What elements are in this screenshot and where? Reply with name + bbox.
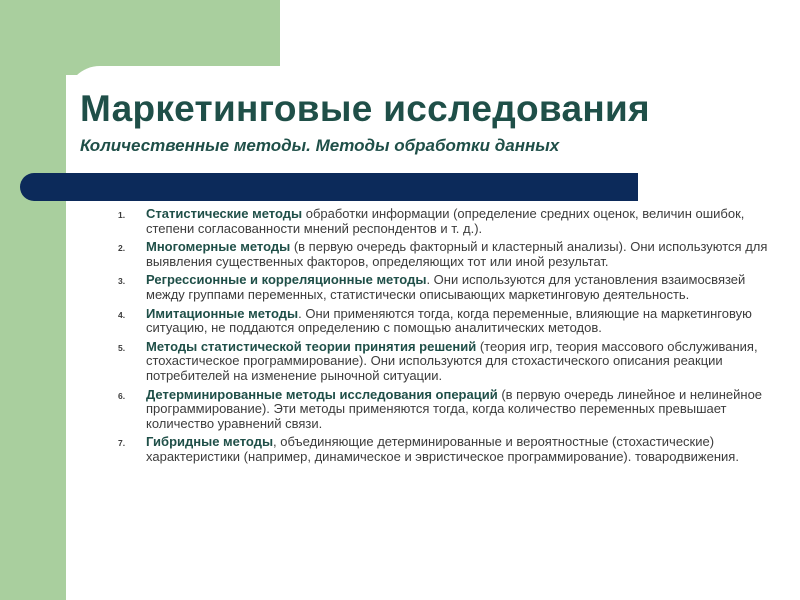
slide-title: Маркетинговые исследования [80, 88, 650, 129]
list-item [100, 307, 768, 336]
item-term: Статистические методы [146, 206, 303, 221]
methods-list [100, 207, 768, 469]
slide-subtitle: Количественные методы. Методы обработки данных [80, 136, 560, 155]
item-number: 6. [118, 390, 126, 401]
item-text: (теория игр, теория массового обслуживания, стохастическое программирование). Они используются для стохастического описания реакции потребителей на изменение рыночной ситуации. [146, 338, 758, 383]
item-number: 5. [118, 342, 126, 353]
item-text: , объединяющие детерминированные и вероятностные (стохастические) характеристики (например, динамическое и эвристическое программирование). товародвижения. [146, 434, 739, 464]
item-term: Регрессионные и корреляционные методы [146, 272, 427, 288]
item-text: . Они используются для установления взаимосвязей между группами переменных, статистически описывающих маркетинговую деятельность. [146, 272, 746, 302]
item-term: Детерминированные методы исследования операций [146, 386, 498, 402]
item-text: (в первую очередь линейное и нелинейное программирование). Эти методы применяются тогда, когда количество переменных превышает количество уравнений связи. [146, 386, 763, 431]
list-item [100, 388, 768, 432]
item-term: Имитационные методы [146, 305, 299, 321]
item-number: 7. [118, 438, 126, 449]
item-term: Гибридные методы [146, 434, 274, 450]
green-side-strip [0, 0, 66, 600]
item-number: 2. [118, 243, 126, 254]
list-item [100, 207, 768, 236]
list-item [100, 435, 768, 464]
item-text: (в первую очередь факторный и кластерный анализы). Они используются для выявления существенных факторов, определяющих тот или иной результат. [146, 239, 768, 269]
item-term: Многомерные методы [146, 239, 291, 255]
divider-bar [20, 173, 638, 201]
item-number: 1. [118, 210, 126, 220]
list-item [100, 273, 768, 302]
item-number: 4. [118, 309, 126, 320]
list-item [100, 340, 768, 384]
item-text: обработки информации (определение средних оценок, величин ошибок, степени согласованности мнений респондентов и т. д.). [146, 206, 745, 236]
list-item [100, 240, 768, 269]
item-term: Методы статистической теории принятия решений [146, 338, 477, 354]
item-number: 3. [118, 276, 126, 287]
item-text: . Они применяются тогда, когда переменные, влияющие на маркетинговую ситуацию, не поддаются определению с помощью аналитических методов. [146, 305, 752, 336]
